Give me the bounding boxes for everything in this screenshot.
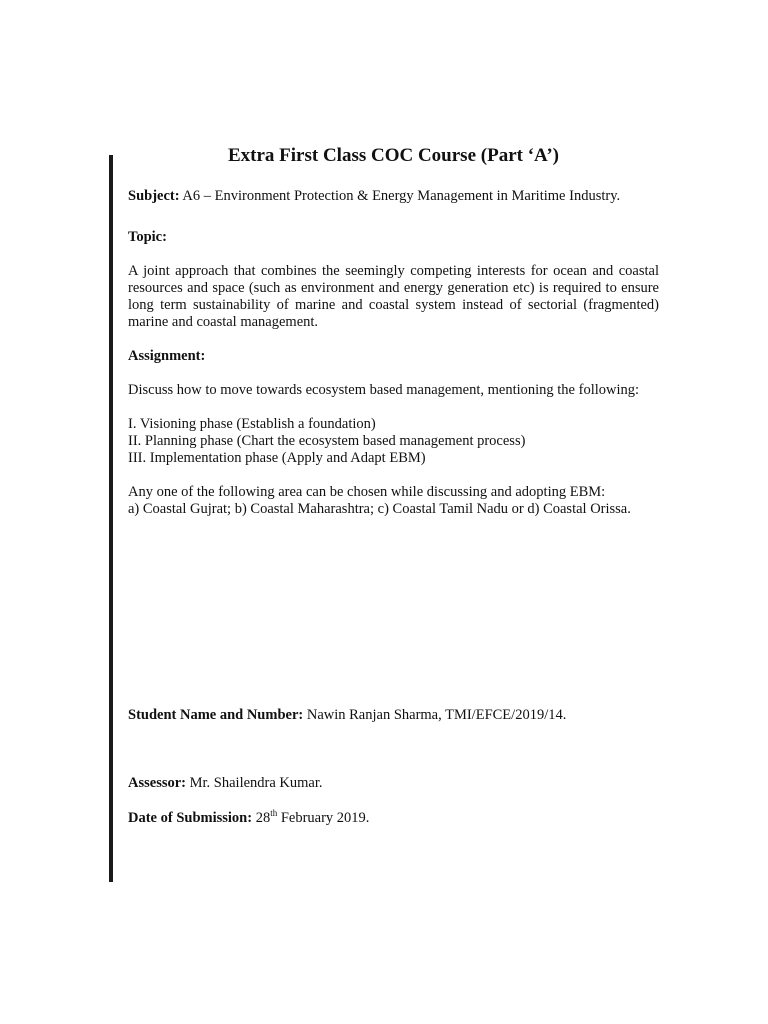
assignment-label: Assignment: [128,348,206,364]
assignment-intro: Discuss how to move towards ecosystem based management, mentioning the following: [128,382,640,398]
assessor-value: Mr. Shailendra Kumar. [189,775,323,791]
document-title: Extra First Class COC Course (Part ‘A’) [227,145,559,166]
date-line [128,810,659,827]
phase-list [128,416,659,467]
date-label: Date of Submission: [128,810,253,826]
topic-label: Topic: [128,229,167,245]
phase-item: II. Planning phase (Chart the ecosystem based management process) [128,433,526,449]
student-value: Nawin Ranjan Sharma, TMI/EFCE/2019/14. [306,707,567,723]
subject-line [128,188,659,205]
assessor-line [128,775,659,792]
document-body [128,144,659,827]
student-label: Student Name and Number: [128,707,304,723]
date-day: 28 [255,810,271,826]
area-line-2: a) Coastal Gujrat; b) Coastal Maharashtra; c) Coastal Tamil Nadu or d) Coastal Orissa. [128,501,631,517]
subject-label: Subject: [128,188,180,204]
left-margin-bar [109,155,113,882]
phase-item: I. Visioning phase (Establish a foundation) [128,416,376,432]
phase-item: III. Implementation phase (Apply and Adapt EBM) [128,450,426,466]
topic-text: A joint approach that combines the seemingly competing interests for ocean and coastal resources and space (such as environment and energy generation etc) is required to ensure long term sustainability of marine and coastal system instead of sectorial (fragmented) marine and coastal management. [128,263,659,330]
student-line [128,707,659,724]
date-suffix: th [270,808,278,819]
subject-value: A6 – Environment Protection & Energy Management in Maritime Industry. [182,188,621,204]
area-line-1: Any one of the following area can be chosen while discussing and adopting EBM: [128,484,606,500]
assessor-label: Assessor: [128,775,186,791]
date-rest: February 2019. [280,810,370,826]
